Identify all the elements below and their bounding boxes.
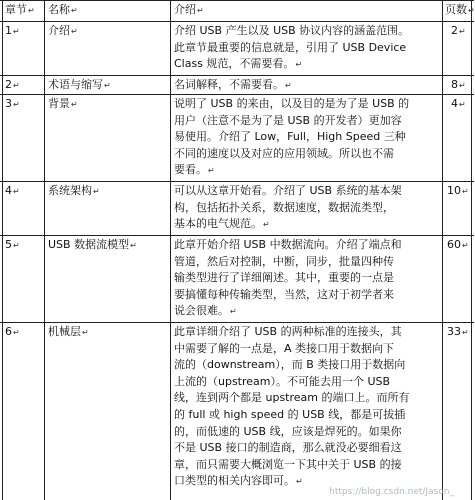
desc-line: 介绍 USB 产生以及 USB 协议内容的涵盖范围。: [174, 24, 410, 37]
desc-line: 说会很难。: [174, 304, 229, 318]
header-intro-label: 介绍: [174, 3, 196, 16]
header-name: [48, 2, 78, 20]
desc-line: 流的（downstream），而 B 类接口用于数据向: [174, 358, 406, 372]
table-row-5-desc: [174, 237, 402, 321]
chapter-name: USB 数据流模型: [48, 238, 130, 251]
desc-line: 口类型的相关内容即可。: [174, 474, 295, 488]
desc-line: 不同的速度以及对应的应用领域。所以也不需: [174, 146, 394, 160]
table-row-2-desc: [174, 77, 292, 95]
table-row-2-name: [48, 77, 111, 95]
desc-line: 中需要了解的一点是，A 类接口用于数据向下: [174, 341, 395, 355]
desc-line: 说明了 USB 的来由，以及目的是为了是 USB 的: [174, 97, 410, 110]
chapter-number: 6: [5, 325, 12, 338]
page-count: 4: [451, 97, 458, 110]
table-row-4-name: [48, 183, 100, 201]
table-row-5-name: [48, 237, 137, 255]
paragraph-mark-icon: ↵: [13, 187, 20, 196]
table-row-1-pages: [451, 23, 466, 41]
paragraph-mark-icon: ↵: [13, 100, 20, 109]
desc-line-last: [174, 216, 402, 234]
header-pages: [445, 2, 475, 20]
header-intro: [174, 2, 204, 20]
desc-line: 要看。: [174, 163, 207, 177]
desc-line: 不是 USB 接口的制造商，那么就没必要细看这: [174, 441, 402, 455]
chapter-name: 背景: [48, 97, 70, 110]
header-pages-label: 页数: [445, 3, 467, 16]
paragraph-mark-icon: ↵: [28, 6, 35, 15]
table-row-5-pages: [447, 237, 469, 255]
desc-line: 章，而只需要大概浏览一下其中关于 USB 的接: [174, 457, 402, 471]
row-divider: [0, 235, 474, 236]
desc-line: 基本的电气规范。: [174, 217, 262, 231]
chapter-name: 机械层: [48, 325, 81, 338]
chapter-number: 3: [5, 97, 12, 110]
paragraph-mark-icon: ↵: [71, 6, 78, 15]
header-chapter: [5, 2, 35, 20]
table-row-3-name: [48, 96, 78, 114]
paragraph-mark-icon: ↵: [71, 100, 78, 109]
paragraph-mark-icon: ↵: [13, 241, 20, 250]
page-count: 8: [451, 78, 458, 91]
table-row-5-num: [5, 237, 20, 255]
chapter-name: 介绍: [48, 24, 70, 37]
desc-line: 上流的（upstream）。不可能去用一个 USB: [174, 374, 391, 388]
paragraph-mark-icon: ↵: [459, 100, 466, 109]
paragraph-mark-icon: ↵: [462, 187, 469, 196]
table-row-4-pages: [447, 183, 469, 201]
row-divider: [0, 322, 474, 323]
paragraph-mark-icon: ↵: [285, 81, 292, 90]
desc-line: 名词解释，不需要看。: [174, 78, 284, 91]
chapter-number: 4: [5, 184, 12, 197]
table-row-1-desc: [174, 23, 409, 74]
table-row-4-num: [5, 183, 20, 201]
row-divider: [0, 21, 474, 22]
chapter-number: 5: [5, 238, 12, 251]
desc-line: 输类型进行了详细阐述。其中，重要的一点是: [174, 271, 394, 285]
chapter-number: 2: [5, 78, 12, 91]
desc-line: 此章详细介绍了 USB 的两种标准的连接头，其: [174, 325, 402, 338]
table-row-4-desc: [174, 183, 402, 234]
desc-line: 用户（注意不是为了是 USB 的开发者）更加容: [174, 113, 402, 127]
paragraph-mark-icon: ↵: [71, 27, 78, 36]
paragraph-mark-icon: ↵: [462, 241, 469, 250]
watermark: https://blog.csdn.net/Jason_: [329, 487, 454, 497]
desc-line: 要搞懂每种传输类型，当然，这对于初学者来: [174, 287, 394, 301]
table-row-3-pages: [451, 96, 466, 114]
paragraph-mark-icon: ↵: [468, 6, 475, 15]
paragraph-mark-icon: ↵: [197, 6, 204, 15]
paragraph-mark-icon: ↵: [263, 220, 270, 230]
paragraph-mark-icon: ↵: [13, 27, 20, 36]
paragraph-mark-icon: ↵: [13, 81, 20, 90]
paragraph-mark-icon: ↵: [295, 60, 303, 70]
desc-line: 易使用。介绍了 Low，Full，High Speed 三种: [174, 130, 406, 144]
desc-line: 的 full 或 high speed 的 USB 线，都是可拔插: [174, 407, 406, 421]
header-chapter-label: 章节: [5, 3, 27, 16]
desc-line: Class 规范，不需要看。: [174, 57, 295, 71]
table-row-1-num: [5, 23, 20, 41]
table-row-6-pages: [447, 324, 469, 342]
chapter-name: 术语与缩写: [48, 78, 103, 91]
page-count: 60: [447, 238, 461, 251]
table-row-3-num: [5, 96, 20, 114]
desc-line: 线，连到两个都是 upstream 的端口上。而所有: [174, 391, 410, 405]
row-divider: [0, 181, 474, 182]
header-name-label: 名称: [48, 3, 70, 16]
table-border-top: [0, 0, 474, 1]
paragraph-mark-icon: ↵: [208, 166, 215, 176]
table-row-3-desc: [174, 96, 409, 180]
table-row-2-pages: [451, 77, 466, 95]
desc-line-last: [174, 56, 409, 74]
page-count: 2: [451, 24, 458, 37]
row-divider: [0, 75, 474, 76]
paragraph-mark-icon: ↵: [459, 27, 466, 36]
paragraph-mark-icon: ↵: [82, 328, 89, 337]
paragraph-mark-icon: ↵: [93, 187, 100, 196]
table-row-6-num: [5, 324, 20, 342]
page-count: 33: [447, 325, 461, 338]
desc-line: 构，包括拓扑关系，数据速度，数据流类型，: [174, 200, 394, 214]
paragraph-mark-icon: ↵: [230, 307, 237, 317]
desc-line: 管道，然后对控制，中断，同步，批量四种传: [174, 254, 394, 268]
desc-line-last: [174, 162, 409, 180]
paragraph-mark-icon: ↵: [104, 81, 111, 90]
paragraph-mark-icon: ↵: [462, 328, 469, 337]
page-count: 10: [447, 184, 461, 197]
desc-line: 的，而低速的 USB 线，应该是焊死的。如果你: [174, 424, 402, 438]
table-row-6-desc: [174, 324, 410, 491]
desc-line-last: [174, 303, 402, 321]
table-row-1-name: [48, 23, 78, 41]
desc-line: 此章开始介绍 USB 中数据流向。介绍了端点和: [174, 238, 402, 251]
table-row-2-num: [5, 77, 20, 95]
chapter-name: 系统架构: [48, 184, 92, 197]
chapter-number: 1: [5, 24, 12, 37]
desc-line: 可以从这章开始看。介绍了 USB 系统的基本架: [174, 184, 402, 197]
paragraph-mark-icon: ↵: [13, 328, 20, 337]
desc-line: 此章节最重要的信息就是，引用了 USB Device: [174, 40, 407, 54]
paragraph-mark-icon: ↵: [459, 81, 466, 90]
paragraph-mark-icon: ↵: [296, 477, 303, 487]
table-row-6-name: [48, 324, 89, 342]
desc-line-last: [174, 77, 292, 95]
paragraph-mark-icon: ↵: [130, 241, 137, 250]
